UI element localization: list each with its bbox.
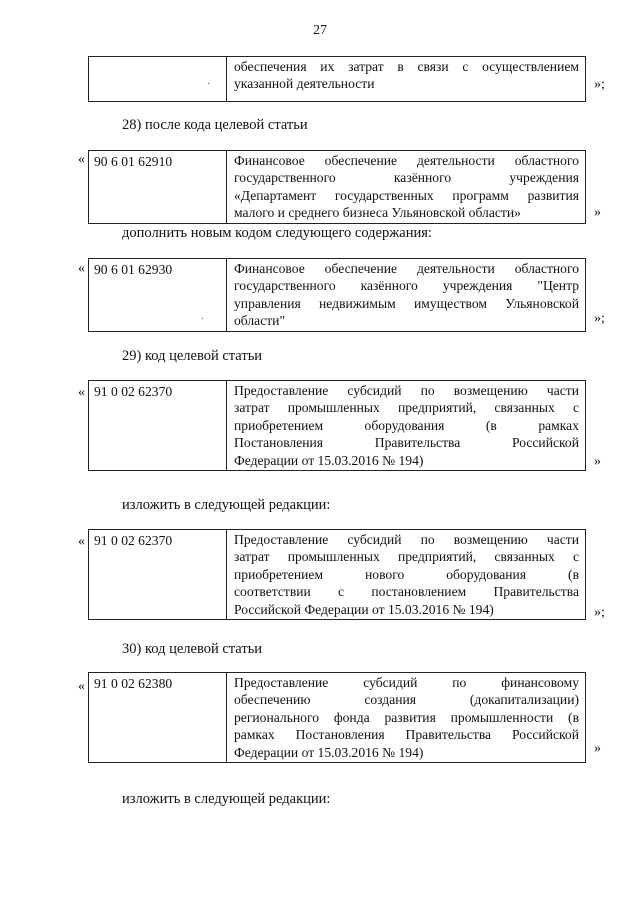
closing-quote: »; (594, 311, 605, 326)
text-line: государственного казённого учреждения (234, 170, 579, 186)
text-line: затрат промышленных предприятий, связанных с (234, 549, 579, 565)
text-line: Федерации от 15.03.2016 № 194) (234, 452, 424, 468)
text-cell (227, 530, 585, 619)
text-cell (227, 673, 585, 762)
code-cell (89, 259, 227, 331)
scan-speck: · (207, 79, 211, 90)
opening-quote: « (78, 152, 85, 167)
text-line: Финансовое обеспечение деятельности областного (234, 153, 579, 168)
text-line: Финансовое обеспечение деятельности областного (234, 261, 579, 276)
closing-quote: »; (594, 605, 605, 620)
item-heading: 29) код целевой статьи (122, 348, 263, 364)
opening-quote: « (78, 261, 85, 276)
text-line: обеспечению создания (докапитализации) (234, 692, 579, 708)
scan-speck: · (201, 314, 205, 325)
text-line: «Департамент государственных программ развития (234, 187, 579, 203)
text-line: Предоставление субсидий по финансовому (234, 675, 579, 690)
text-cell (227, 381, 585, 470)
opening-quote: « (78, 385, 85, 400)
table-row (88, 529, 586, 620)
text-line: соответствии с постановлением Правительства (234, 584, 579, 600)
text-line: малого и среднего бизнеса Ульяновской области» (234, 205, 521, 221)
code-cell: 90 6 01 62910 (89, 151, 227, 223)
text-cell (227, 57, 585, 101)
code-value: 90 6 01 62930 (94, 262, 173, 277)
item-heading: 30) код целевой статьи (122, 641, 263, 657)
text-line: затрат промышленных предприятий, связанных с (234, 400, 579, 416)
text-line: приобретением оборудования (в рамках (234, 417, 579, 433)
item-heading: 28) после кода целевой статьи (122, 117, 308, 133)
code-cell (89, 57, 227, 101)
text-line: приобретением нового оборудования (в (234, 566, 579, 582)
code-cell: 91 0 02 62380 (89, 673, 227, 762)
closing-quote: » (594, 454, 601, 469)
closing-quote: »; (594, 77, 605, 92)
connector-text: изложить в следующей редакции: (122, 497, 331, 513)
table-row (88, 258, 586, 332)
table-row (88, 672, 586, 763)
text-line: управления недвижимым имуществом Ульяновской (234, 295, 579, 311)
opening-quote: « (78, 534, 85, 549)
page-number: 27 (313, 23, 327, 38)
connector-text: дополнить новым кодом следующего содержания: (122, 225, 432, 241)
closing-quote: » (594, 205, 601, 220)
code-cell: 91 0 02 62370 (89, 381, 227, 470)
code-cell: 91 0 02 62370 (89, 530, 227, 619)
connector-text: изложить в следующей редакции: (122, 791, 331, 807)
text-line: обеспечения их затрат в связи с осуществлением (234, 59, 579, 74)
text-line: рамках Постановления Правительства Российской (234, 727, 579, 743)
opening-quote: « (78, 679, 85, 694)
text-line: области" (234, 313, 285, 329)
text-line: Российской Федерации от 15.03.2016 № 194) (234, 601, 494, 617)
text-line: государственного казённого учреждения "Центр (234, 278, 579, 294)
text-line: регионального фонда развития промышленности (в (234, 709, 579, 725)
text-line: указанной деятельности (234, 76, 375, 92)
text-line: Федерации от 15.03.2016 № 194) (234, 744, 424, 760)
table-row (88, 380, 586, 471)
text-line: Предоставление субсидий по возмещению части (234, 532, 579, 547)
text-line: Предоставление субсидий по возмещению части (234, 383, 579, 398)
table-row (88, 56, 586, 102)
text-cell (227, 151, 585, 223)
text-line: Постановления Правительства Российской (234, 435, 579, 451)
table-row (88, 150, 586, 224)
text-cell (227, 259, 585, 331)
closing-quote: » (594, 741, 601, 756)
